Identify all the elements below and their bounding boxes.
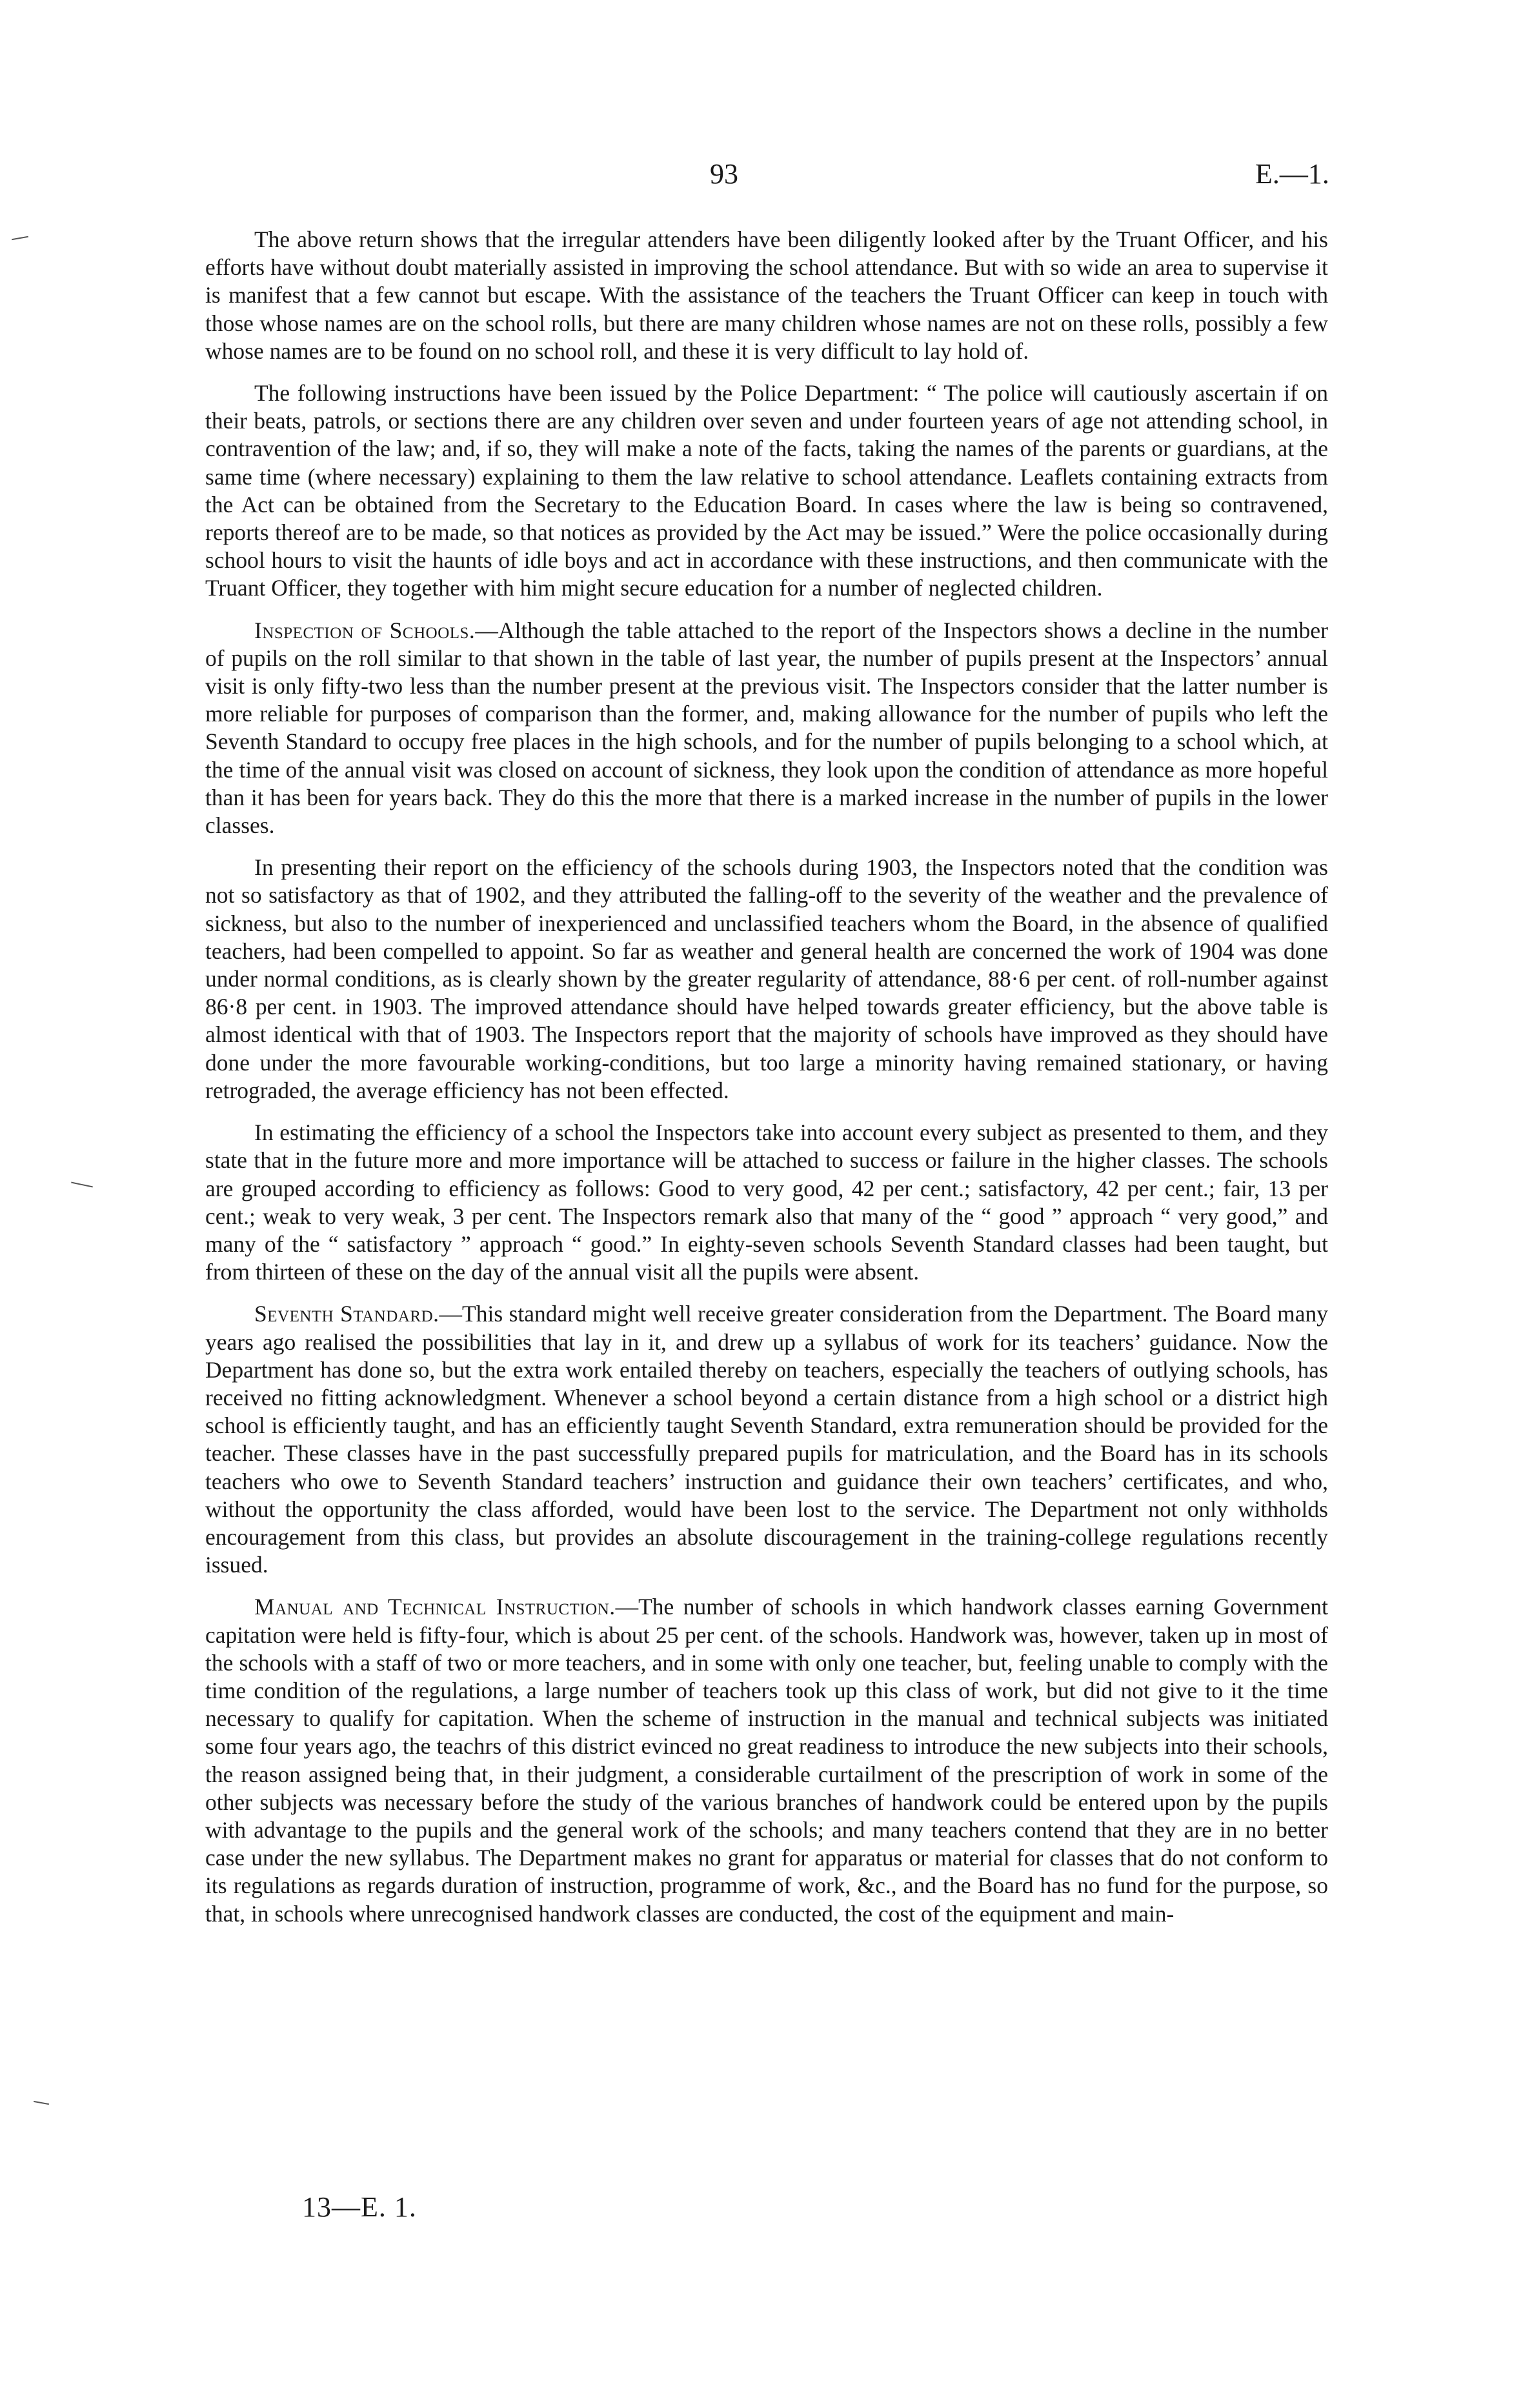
paragraph-seventh-standard	[205, 1300, 1328, 1579]
paragraph-text: The following instructions have been issued by the Police Department: “ The police will cautiously ascertain if on their beats, patrols, or sections there are any children over seven and under fourteen years of age not attending school, in contravention of the law; and, if so, they will make a note of the facts, taking the names of the parents or guardians, at the same time (where necessary) explaining to them the law relative to school attendance. Leaflets containing extracts from the Act can be obtained from the Secretary to the Education Board. In cases where the law is being so contravened, reports thereof are to be made, so that notices as provided by the Act may be issued.” Were the police occasionally during school hours to visit the haunts of idle boys and act in accordance with these instructions, and then communicate with the Truant Officer, they together with him might secure education for a number of neglected children.	[205, 380, 1328, 601]
paragraph-police-instructions	[205, 379, 1328, 603]
paragraph-text: —This standard might well receive greater consideration from the Department. The Board many years ago realised the possibilities that lay in it, and drew up a syllabus of work for its teachers’ guidance. Now the Department has done so, but the extra work entailed thereby on teachers, especially the teachers of outlying schools, has received no fitting acknowledgment. Whenever a school beyond a certain distance from a high school or a district high school is efficiently taught, and has an efficiently taught Seventh Standard, extra remuneration should be provided for the teacher. These classes have in the past successfully prepared pupils for matriculation, and the Board has in its schools teachers who owe to Seventh Standard teachers’ instruction and guidance their own teachers’ certificates, and who, without the opportunity the class afforded, would have been lost to the service. The Department not only withholds encouragement from this class, but provides an absolute discouragement in the training-college regulations recently issued.	[205, 1301, 1328, 1578]
body-text	[205, 226, 1328, 1942]
section-heading-seventh-standard: Seventh Standard.	[254, 1301, 439, 1327]
page-header	[0, 157, 1532, 203]
page-number: 93	[710, 158, 738, 190]
margin-mark	[34, 2101, 49, 2105]
paragraph-text: In estimating the efficiency of a school the Inspectors take into account every subject as presented to them, and they state that in the future more and more importance will be attached to success or failure in the higher classes. The schools are grouped according to efficiency as follows: Good to very good, 42 per cent.; satisfactory, 42 per cent.; fair, 13 per cent.; weak to very weak, 3 per cent. The Inspectors remark also that many of the “ good ” approach “ very good,” and many of the “ satisfactory ” approach “ good.” In eighty-seven schools Seventh Standard classes had been taught, but from thirteen of these on the day of the annual visit all the pupils were absent.	[205, 1119, 1328, 1285]
signature-mark: 13—E. 1.	[302, 2191, 417, 2223]
paragraph-inspection-of-schools	[205, 617, 1328, 840]
paragraph-manual-technical	[205, 1593, 1328, 1927]
paragraph-estimating-efficiency	[205, 1119, 1328, 1286]
paragraph-truant-officer	[205, 226, 1328, 365]
paragraph-text: —Although the table attached to the report of the Inspectors shows a decline in the number of pupils on the roll similar to that shown in the table of last year, the number of pupils present at the Inspectors’ annual visit is only fifty-two less than the number present at the previous visit. The Inspectors consider that the latter number is more reliable for purposes of comparison than the former, and, making allowance for the number of pupils who left the Seventh Standard to occupy free places in the high schools, and for the number of pupils belonging to a school which, at the time of the annual visit was closed on account of sickness, they look upon the condition of attendance as more hopeful than it has been for years back. They do this the more that there is a marked increase in the number of pupils in the lower classes.	[205, 617, 1328, 839]
paragraph-text: —The number of schools in which handwork classes earning Government capitation were held is fifty-four, which is about 25 per cent. of the schools. Handwork was, however, taken up in most of the schools with a staff of two or more teachers, and in some with only one teacher, but, feeling unable to comply with the time condition of the regulations, a large number of teachers took up this class of work, but did not give to it the time necessary to qualify for capitation. When the scheme of instruction in the manual and technical subjects was initiated some four years ago, the teachrs of this district evinced no great readiness to introduce the new subjects into their schools, the reason assigned being that, in their judgment, a considerable curtailment of the prescription of work in some of the other subjects was necessary before the study of the various branches of handwork could be entered upon by the pupils with advantage to the pupils and the general work of the schools; and many teachers contend that they are in no better case under the new syllabus. The Department makes no grant for apparatus or material for classes that do not conform to its regulations as regards duration of instruction, programme of work, &c., and the Board has no fund for the purpose, so that, in schools where unrecognised handwork classes are conducted, the cost of the equipment and main-	[205, 1594, 1328, 1927]
paragraph-text: In presenting their report on the efficiency of the schools during 1903, the Inspectors noted that the condition was not so satisfactory as that of 1902, and they attributed the falling-off to the severity of the weather and the prevalence of sickness, but also to the number of inexperienced and unclassified teachers whom the Board, in the absence of qualified teachers, had been compelled to appoint. So far as weather and general health are concerned the work of 1904 was done under normal conditions, as is clearly shown by the greater regularity of attendance, 88·6 per cent. of roll-number against 86·8 per cent. in 1903. The improved attendance should have helped towards greater efficiency, but the above table is almost identical with that of 1903. The Inspectors report that the majority of schools have improved as they should have done under the more favourable working-conditions, but too large a minority having remained stationary, or having retrograded, the average efficiency has not been effected.	[205, 854, 1328, 1103]
margin-mark	[71, 1181, 93, 1187]
paragraph-text: The above return shows that the irregular attenders have been diligently looked after by the Truant Officer, and his efforts have without doubt materially assisted in improving the school attendance. But with so wide an area to supervise it is manifest that a few cannot but escape. With the assistance of the teachers the Truant Officer can keep in touch with those whose names are on the school rolls, but there are many children whose names are not on these rolls, possibly a few whose names are to be found on no school roll, and these it is very difficult to lay hold of.	[205, 226, 1328, 364]
margin-mark	[12, 236, 28, 240]
paragraph-efficiency-1903	[205, 854, 1328, 1105]
section-heading-inspection: Inspection of Schools.	[254, 617, 476, 643]
section-heading-manual-technical: Manual and Technical Instruction.	[254, 1594, 616, 1620]
document-reference: E.—1.	[1255, 158, 1329, 190]
